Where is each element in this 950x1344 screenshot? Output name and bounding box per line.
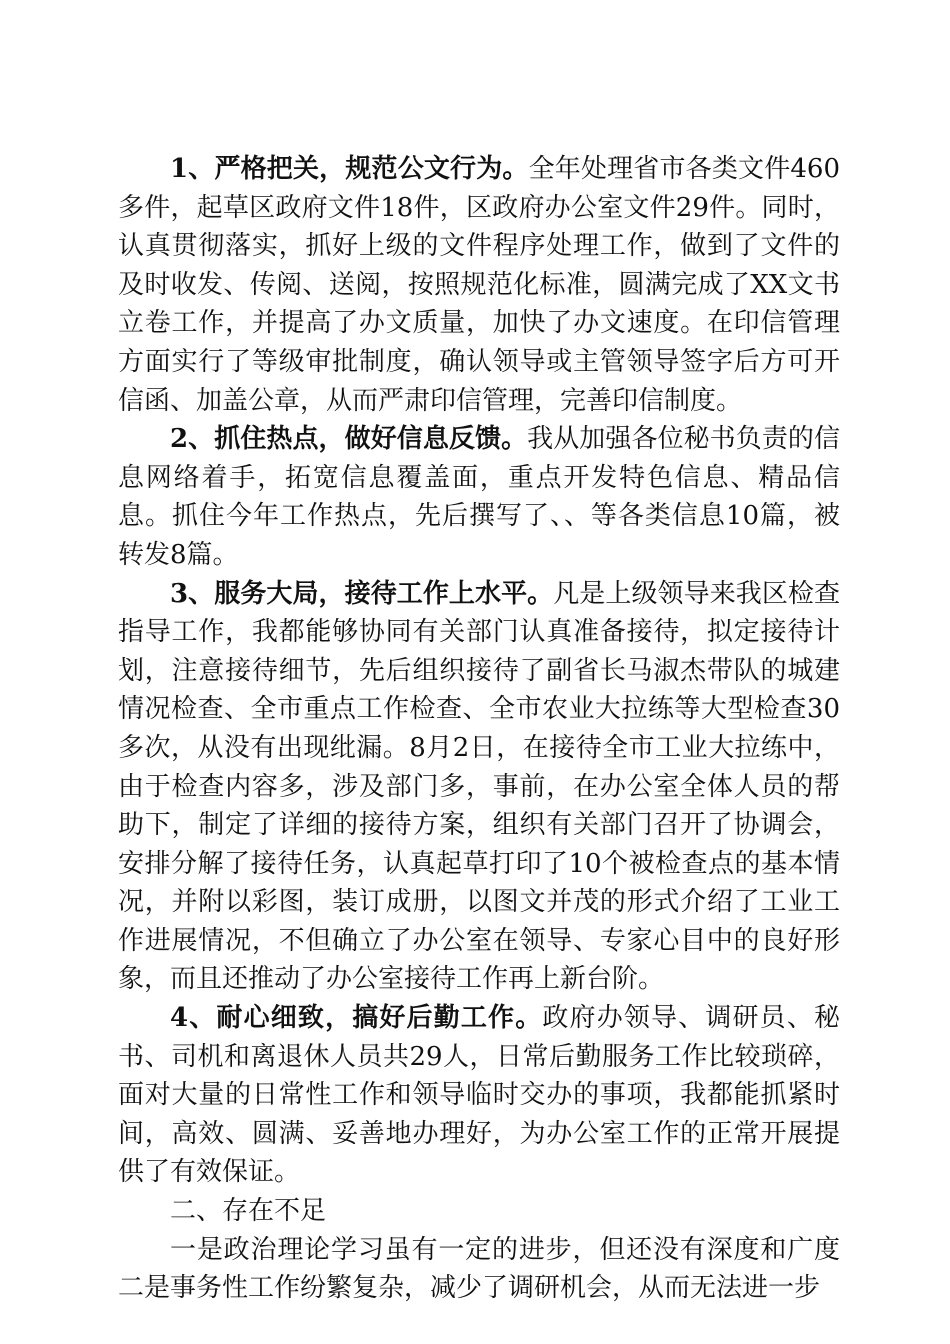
paragraph-body: 凡是上级领导来我区检查指导工作，我都能够协同有关部门认真准备接待，拟定接待计划，注意接待细节，先后组织接待了副省长马淑杰带队的城建情况检查、全市重点工作检查、全市农业大拉练等大型检查30多次，从没有出现纰漏。8月2日，在接待全市工业大拉练中，由于检查内容多，涉及部门多，事前，在办公室全体人员的帮助下，制定了详细的接待方案，组织有关部门召开了协调会，安排分解了接待任务，认真起草打印了10个被检查点的基本情况，并附以彩图，装订成册，以图文并茂的形式介绍了工业工作进展情况，不但确立了办公室在领导、专家心目中的良好形象，而且还推动了办公室接待工作再上新台阶。 [118, 578, 840, 995]
paragraph-body: 我从加强各位秘书负责的信息网络着手，拓宽信息覆盖面，重点开发特色信息、精品信息。抓住今年工作热点，先后撰写了、、等各类信息10篇，被转发8篇。 [118, 424, 840, 570]
paragraph-document-handling [118, 150, 840, 420]
paragraph-lead: 4、耐心细致，搞好后勤工作。 [170, 1003, 543, 1034]
paragraph-information-feedback [118, 420, 840, 574]
paragraph-body: 全年处理省市各类文件460多件，起草区政府文件18件，区政府办公室文件29件。同时，认真贯彻落实，抓好上级的文件程序处理工作，做到了文件的及时收发、传阅、送阅，按照规范化标准，圆满完成了XX文书立卷工作，并提高了办文质量，加快了办文速度。在印信管理方面实行了等级审批制度，确认领导或主管领导签字后方可开信函、加盖公章，从而严肃印信管理，完善印信制度。 [118, 154, 840, 416]
document-page [118, 150, 840, 1308]
paragraph-lead: 1、严格把关，规范公文行为。 [170, 154, 529, 184]
paragraph-reception-work [118, 575, 840, 1000]
paragraph-shortcomings: 一是政治理论学习虽有一定的进步，但还没有深度和广度二是事务性工作纷繁复杂，减少了调研机会，从而无法进一步 [118, 1234, 840, 1304]
section-heading: 二、存在不足 [170, 1196, 327, 1227]
paragraph-lead: 3、服务大局，接待工作上水平。 [170, 578, 554, 609]
paragraph-logistics-work [118, 999, 840, 1192]
paragraph-lead: 2、抓住热点，做好信息反馈。 [170, 424, 528, 455]
paragraph-body: 政府办领导、调研员、秘书、司机和离退休人员共29人，日常后勤服务工作比较琐碎，面对大量的日常性工作和领导临时交办的事项，我都能抓紧时间，高效、圆满、妥善地办理好，为办公室工作的正常开展提供了有效保证。 [118, 1003, 840, 1188]
